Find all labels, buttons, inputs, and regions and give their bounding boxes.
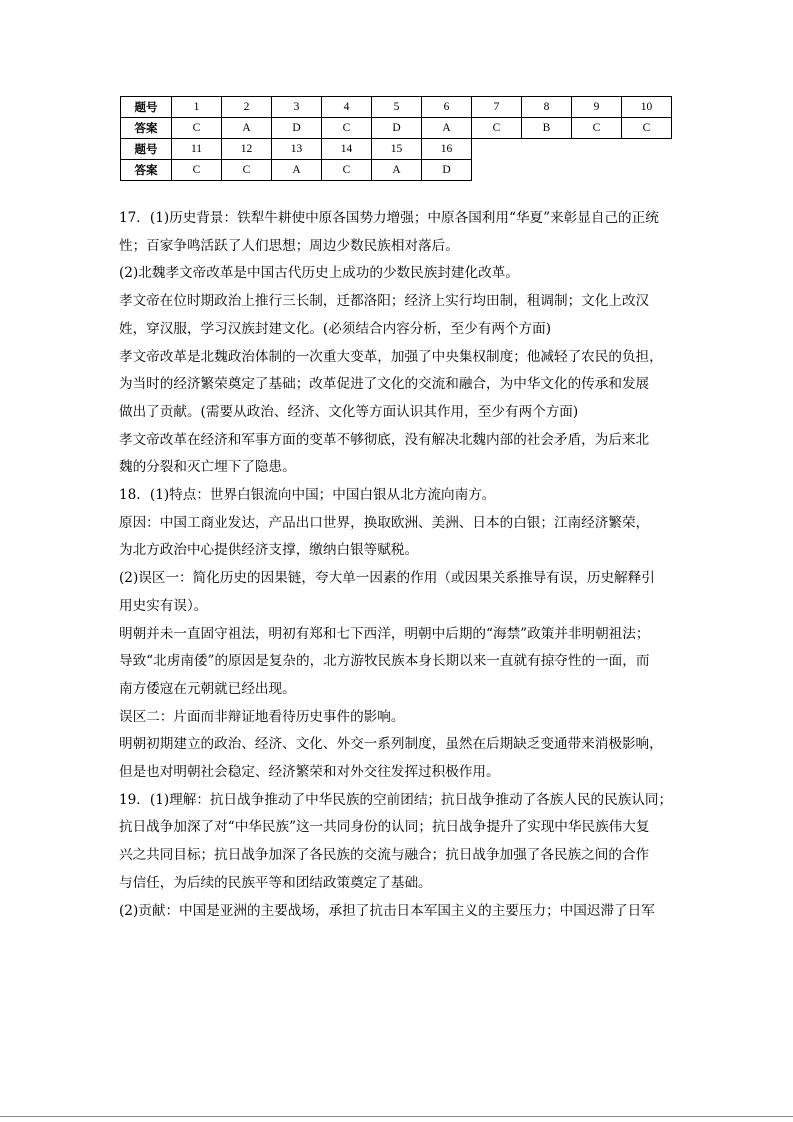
answer-table [120, 96, 672, 181]
text-line: 原因：中国工商业发达，产品出口世界，换取欧洲、美洲、日本的白银；江南经济繁荣， [119, 514, 650, 531]
question-number-cell: 3 [272, 97, 322, 118]
question-number-label: 题号 [121, 139, 172, 160]
text-line: 19．(1)理解：抗日战争推动了中华民族的空前团结；抗日战争推动了各族人民的民族认同； [119, 791, 673, 808]
text-line: 抗日战争加深了对“中华民族”这一共同身份的认同；抗日战争提升了实现中华民族伟大复 [119, 819, 650, 836]
question-number-cell: 5 [372, 97, 422, 118]
text-line: 南方倭寇在元朝就已经出现。 [119, 680, 296, 697]
page-bottom-divider [0, 1116, 793, 1117]
question-number-cell: 2 [222, 97, 272, 118]
answer-cell: B [522, 118, 572, 139]
text-line: 误区二：片面而非辩证地看待历史事件的影响。 [119, 708, 405, 725]
answer-cell: C [572, 118, 622, 139]
question-number-cell: 9 [572, 97, 622, 118]
answer-explanations [119, 205, 675, 925]
question-number-cell: 6 [422, 97, 472, 118]
table-row [121, 139, 672, 160]
text-line: (2)北魏孝文帝改革是中国古代历史上成功的少数民族封建化改革。 [119, 265, 519, 282]
answer-cell: C [172, 160, 222, 181]
text-line: 导致“北虏南倭”的原因是复杂的，北方游牧民族本身长期以来一直就有掠夺性的一面，而 [119, 653, 650, 670]
answer-cell: C [172, 118, 222, 139]
text-line: 与信任，为后续的民族平等和团结政策奠定了基础。 [119, 874, 432, 891]
text-line: 孝文帝改革是北魏政治体制的一次重大变革，加强了中央集权制度；他减轻了农民的负担， [119, 348, 663, 365]
text-line: 做出了贡献。(需要从政治、经济、文化等方面认识其作用，至少有两个方面) [119, 403, 579, 420]
question-number-label: 题号 [121, 97, 172, 118]
text-line: 为当时的经济繁荣奠定了基础；改革促进了文化的交流和融合，为中华文化的传承和发展 [119, 376, 650, 393]
answer-cell: D [272, 118, 322, 139]
text-line: (2)误区一：简化历史的因果链，夸大单一因素的作用（或因果关系推导有误，历史解释引 [119, 570, 655, 587]
answer-cell: A [222, 118, 272, 139]
table-row [121, 97, 672, 118]
question-number-cell: 14 [322, 139, 372, 160]
question-number-cell: 7 [472, 97, 522, 118]
answer-cell: C [472, 118, 522, 139]
text-line: 用史实有误）。 [119, 597, 208, 614]
answer-cell: A [272, 160, 322, 181]
table-empty-area [472, 139, 672, 160]
text-line: 孝文帝改革在经济和军事方面的变革不够彻底，没有解决北魏内部的社会矛盾，为后来北 [119, 431, 650, 448]
question-number-cell: 1 [172, 97, 222, 118]
answer-cell: D [422, 160, 472, 181]
question-number-cell: 8 [522, 97, 572, 118]
question-number-cell: 10 [622, 97, 672, 118]
question-number-cell: 16 [422, 139, 472, 160]
answer-label: 答案 [121, 160, 172, 181]
answer-cell: C [622, 118, 672, 139]
text-line: 兴之共同目标；抗日战争加深了各民族的交流与融合；抗日战争加强了各民族之间的合作 [119, 847, 650, 864]
text-line: 为北方政治中心提供经济支撑，缴纳白银等赋税。 [119, 542, 419, 559]
answer-label: 答案 [121, 118, 172, 139]
question-number-cell: 11 [172, 139, 222, 160]
text-line: 姓，穿汉服，学习汉族封建文化。(必须结合内容分析，至少有两个方面) [119, 320, 552, 337]
text-line: 明朝并未一直固守祖法，明初有郑和七下西洋，明朝中后期的“海禁”政策并非明朝祖法； [119, 625, 650, 642]
text-line: (2)贡献：中国是亚洲的主要战场，承担了抗击日本军国主义的主要压力；中国迟滞了日军 [119, 902, 655, 919]
question-number-cell: 12 [222, 139, 272, 160]
text-line: 18．(1)特点：世界白银流向中国；中国白银从北方流向南方。 [119, 487, 496, 504]
question-number-cell: 15 [372, 139, 422, 160]
question-number-cell: 13 [272, 139, 322, 160]
answer-cell: A [422, 118, 472, 139]
answer-cell: C [322, 160, 372, 181]
table-empty-area [472, 160, 672, 181]
answer-cell: D [372, 118, 422, 139]
answer-cell: C [222, 160, 272, 181]
text-line: 魏的分裂和灭亡埋下了隐患。 [119, 459, 296, 476]
table-row [121, 118, 672, 139]
table-row [121, 160, 672, 181]
question-number-cell: 4 [322, 97, 372, 118]
text-line: 孝文帝在位时期政治上推行三长制，迁都洛阳；经济上实行均田制，租调制；文化上改汉 [119, 293, 650, 310]
text-line: 明朝初期建立的政治、经济、文化、外交一系列制度，虽然在后期缺乏变通带来消极影响， [119, 736, 663, 753]
answer-cell: C [322, 118, 372, 139]
text-line: 但是也对明朝社会稳定、经济繁荣和对外交往发挥过积极作用。 [119, 764, 500, 781]
answer-cell: A [372, 160, 422, 181]
text-line: 17．(1)历史背景：铁犁牛耕使中原各国势力增强；中原各国利用“华夏”来彰显自己的正统 [119, 210, 659, 226]
text-line: 性；百家争鸣活跃了人们思想；周边少数民族相对落后。 [119, 237, 459, 254]
